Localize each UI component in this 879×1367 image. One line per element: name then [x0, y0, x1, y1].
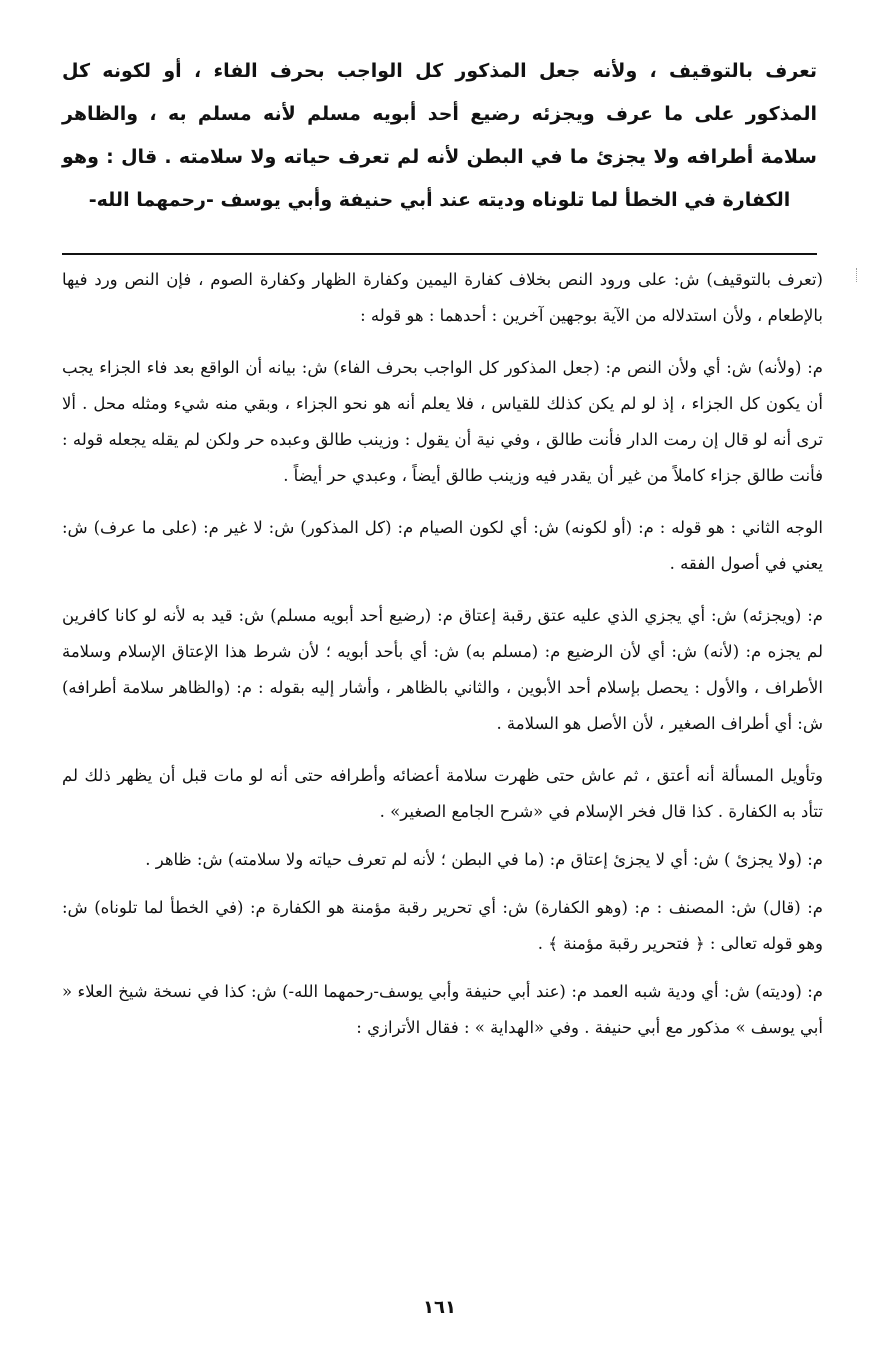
commentary-paragraph: م: (ولا يجزئ ) ش: أي لا يجزئ إعتاق م: (ما في البطن ؛ لأنه لم تعرف حياته ولا سلامته) ش: ظاهر . [145, 850, 823, 869]
margin-mark [852, 268, 857, 282]
commentary-paragraph: (تعرف بالتوقيف) ش: على ورود النص بخلاف كفارة اليمين وكفارة الظهار وكفارة الصوم ، فإن النص ورد فيها بالإطعام ، ولأن استدلاله من الآية بوجهين آخرين : أحدهما : هو قوله : [62, 270, 823, 325]
page-number: ١٦١ [423, 1297, 456, 1318]
main-matn-text [62, 50, 817, 222]
commentary-section [62, 262, 823, 1062]
section-divider [62, 253, 817, 255]
commentary-paragraph: م: (ويجزئه) ش: أي يجزي الذي عليه عتق رقبة إعتاق م: (رضيع أحد أبويه مسلم) ش: قيد به لأنه لو كانا كافرين لم يجزه م: (لأنه) ش: أي لأن الرضيع م: (مسلم به) ش: أي بأحد أبويه ؛ لأن شرط هذا الإعتاق الإسلام وسلامة الأطراف ، والأول : يحصل بإسلام أحد الأبوين ، والثاني بالظاهر ، وأشار إليه بقوله : م: (والظاهر سلامة أطرافه) ش: أي أطراف الصغير ، لأن الأصل هو السلامة . [62, 606, 823, 733]
commentary-paragraph: الوجه الثاني : هو قوله : م: (أو لكونه) ش: أي لكون الصيام م: (كل المذكور) ش: لا غير م: (على ما عرف) ش: يعني في أصول الفقه . [62, 518, 823, 573]
commentary-paragraph: وتأويل المسألة أنه أعتق ، ثم عاش حتى ظهرت سلامة أعضائه وأطرافه حتى أنه لو مات قبل أن يظهر ذلك لم تتأد به الكفارة . كذا قال فخر الإسلام في «شرح الجامع الصغير» . [62, 766, 823, 821]
matn-paragraph: تعرف بالتوقيف ، ولأنه جعل المذكور كل الواجب بحرف الفاء ، أو لكونه كل المذكور على ما عرف ويجزئه رضيع أحد أبويه مسلم لأنه مسلم به ، والظاهر سلامة أطرافه ولا يجزئ ما في البطن لأنه لم تعرف حياته ولا سلامته . قال : وهو الكفارة في الخطأ لما تلوناه وديته عند أبي حنيفة وأبي يوسف -رحمهما الله- [62, 60, 817, 211]
commentary-paragraph: م: (قال) ش: المصنف : م: (وهو الكفارة) ش: أي تحرير رقبة مؤمنة هو الكفارة م: (في الخطأ لما تلوناه) ش: وهو قوله تعالى : ﴿ فتحرير رقبة مؤمنة ﴾ . [62, 898, 823, 953]
commentary-paragraph: م: (ولأنه) ش: أي ولأن النص م: (جعل المذكور كل الواجب بحرف الفاء) ش: بيانه أن الواقع بعد فاء الجزاء يجب أن يكون كل الجزاء ، إذ لو لم يكن كذلك للقياس ، فلا يعلم أنه هو نحو الجزاء ، وبقي منه شيء ومثله محل . ألا ترى أنه لو قال إن رمت الدار فأنت طالق ، وفي نية أن يقول : وزينب طالق وعبده حر ولكن لم يقله يجعله قوله : فأنت طالق جزاء كاملاً من غير أن يقدر فيه وزينب طالق أيضاً ، وعبدي حر أيضاً . [62, 358, 823, 485]
commentary-paragraph: م: (وديته) ش: أي ودية شبه العمد م: (عند أبي حنيفة وأبي يوسف-رحمهما الله-) ش: كذا في نسخة شيخ العلاء « أبي يوسف » مذكور مع أبي حنيفة . وفي «الهداية » : فقال الأترازي : [62, 982, 823, 1037]
